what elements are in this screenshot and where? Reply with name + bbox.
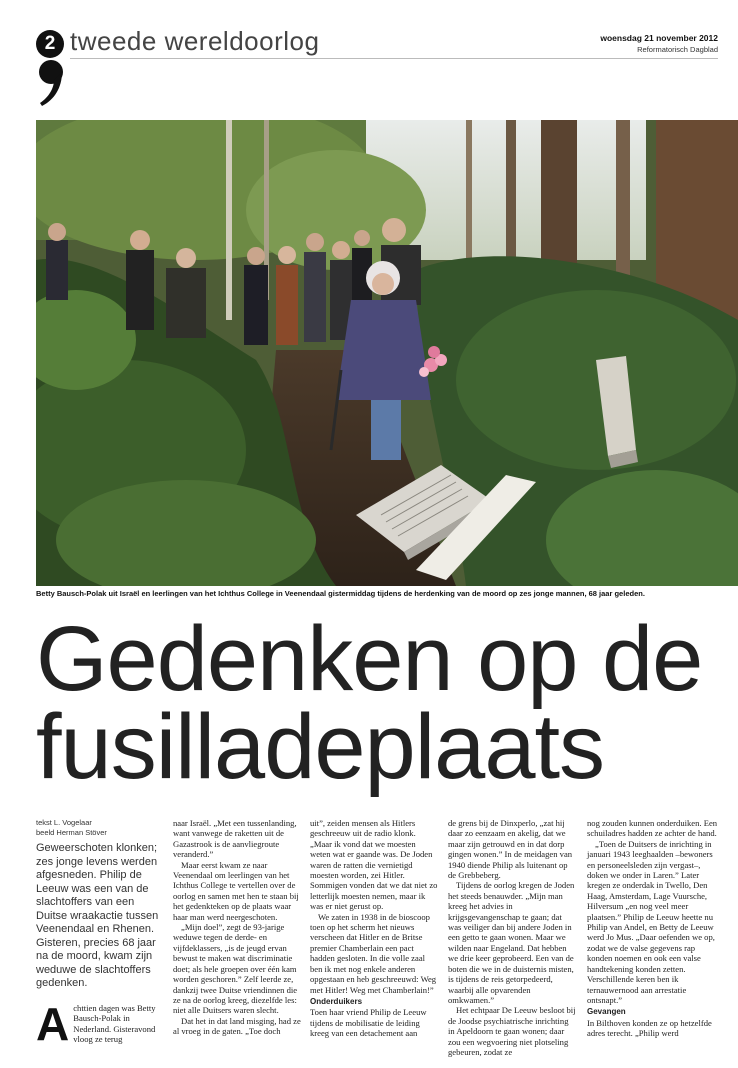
article-lead: Geweerschoten klonken; zes jonge levens werden afgesneden. Philip de Leeuw was een van de slachtoffers van een Duitse wraakactie tussen Veenendaal en Rhenen. Gisteren, precies 68 jaar na de moord, kwam zijn weduwe de slachtoffers gedenken. — [36, 842, 159, 989]
subheading-onderduikers: Onderduikers — [310, 996, 363, 1006]
article-photo — [36, 120, 738, 586]
paragraph: Het echtpaar De Leeuw besloot bij de Joodse psychiatrische inrichting in Apeldoorn te gaan wonen; daar zou een wegvoering niet plotseling gebeuren, zodat ze — [448, 1005, 576, 1057]
paragraph: Toen haar vriend Philip de Leeuw tijdens de mobilisatie de leiding kreeg van een detachement aan — [310, 1007, 427, 1039]
paragraph: „Mijn doel”, zegt de 93-jarige weduwe tegen de derde- en vijfdeklassers, „is de jeugd ervan bewust te maken wat discriminatie doet; als hele groepen over één kam worden geschoren.” Zelf leerde ze, dankzij twee Duitse vriendinnen die ze na de oorlog kreeg, diezelfde les: niet alle Duitsers waren slecht. — [173, 922, 298, 1016]
header-rule — [70, 58, 718, 59]
issue-date: woensdag 21 november 2012 — [600, 33, 718, 43]
paragraph: Tijdens de oorlog kregen de Joden het steeds benauwder. „Mijn man kreeg het advies in krijgsgevangenschap te gaan; dat was veiliger dan bij andere Joden in een getto te gaan wonen. Maar we wilden naar Engeland. Dat hebben we drie keer geprobeerd. Een van de boten die we in de duisternis misten, is tijdens de reis getorpedeerd, waarbij alle opvarenden omkwamen.” — [448, 880, 575, 1005]
byline — [36, 818, 107, 838]
paragraph: In Bilthoven konden ze op hetzelfde adres terecht. „Philip werd — [587, 1017, 712, 1039]
section-title: tweede wereldoorlog — [70, 26, 320, 56]
photo-caption: Betty Bausch-Polak uit Israël en leerlingen van het Ichthus College in Veenendaal gistermiddag tijdens de herdenking van de moord op zes jonge mannen, 68 jaar geleden. — [36, 589, 645, 598]
article-column-2 — [173, 818, 301, 1037]
paragraph: de grens bij de Dinxperlo, „zat hij daar zo eenzaam en akelig, dat we maar zijn getrouwd en in dat dorp gingen wonen.” In de meidagen van 1940 diende Philip als luitenant op de Grebbeberg. — [448, 818, 573, 881]
paragraph: Dat het in dat land misging, had ze al vroeg in de gaten. „Toe doch — [173, 1015, 301, 1037]
byline-text: tekst L. Vogelaar — [36, 818, 92, 827]
comma-logo-icon — [36, 58, 66, 108]
headline-line-2: fusilladeplaats — [36, 696, 605, 798]
paragraph: „Toen de Duitsers de inrichting in januari 1943 leeghaalden –bewoners en personeelsleden zijn vergast–, doken we onder in Laren.” Later kregen ze onderdak in Twello, Den Haag, Amsterdam, Lage Vuursche, Hilversum „en nog veel meer plaatsen.” Philip de Leeuw heette nu Philip van Andel, en Betty de Leeuw werd Jo Mus. „Daar oefenden we op, zodat we de valse gegevens rap konden noemen en ook een valse handtekening konden zetten. Verschillende keren ben ik ternauwernood aan arrestatie ontsnapt.” — [587, 838, 715, 1005]
paragraph: We zaten in 1938 in de bioscoop toen op het scherm het nieuws verscheen dat Hitler en de Britse premier Chamberlain een pact hadden gesloten. In die volle zaal ben ik met nog enkele anderen opgestaan en heb geschreeuwd: Weg met Hitler! Weg met Chamberlain!” — [310, 911, 437, 995]
article-column-4 — [448, 818, 576, 1057]
publication-name: Reformatorisch Dagblad — [637, 45, 718, 54]
article-column-1 — [36, 998, 164, 1050]
article-column-3 — [310, 818, 438, 1039]
column-1-text: chttien dagen was Betty Bausch-Polak in Nederland. Gisteravond vloog ze terug — [73, 1003, 156, 1045]
paragraph: nog zouden kunnen onderduiken. Een schuiladres hadden ze achter de hand. — [587, 818, 718, 839]
article-column-5 — [587, 818, 719, 1039]
headline-line-1: Gedenken op de — [36, 608, 703, 710]
drop-cap: A — [36, 998, 70, 1050]
subheading-gevangen: Gevangen — [587, 1007, 626, 1017]
headline — [36, 608, 726, 798]
page-number-badge: 2 — [36, 30, 64, 58]
byline-photo: beeld Herman Stöver — [36, 828, 107, 837]
paragraph: uit”, zeiden mensen als Hitlers geschreeuw uit de radio klonk. „Maar ik vond dat we moesten weten wat er gaande was. De Joden waren de ratten die vernietigd moesten worden, zei Hitler. Sommigen vonden dat we dat niet zo letterlijk moesten nemen, maar ik was er niet gerust op. — [310, 818, 438, 912]
paragraph: Maar eerst kwam ze naar Veenendaal om leerlingen van het Ichthus College te vertellen over de oorlog en samen met hen te staan bij het gedenkteken op de plaats waar haar man werd neergeschoten. — [173, 859, 299, 922]
photo-illustration — [36, 120, 738, 586]
paragraph: naar Israël. „Met een tussenlanding, want vanwege de raketten uit de Gazastrook is de aanvliegroute veranderd.” — [173, 818, 297, 860]
